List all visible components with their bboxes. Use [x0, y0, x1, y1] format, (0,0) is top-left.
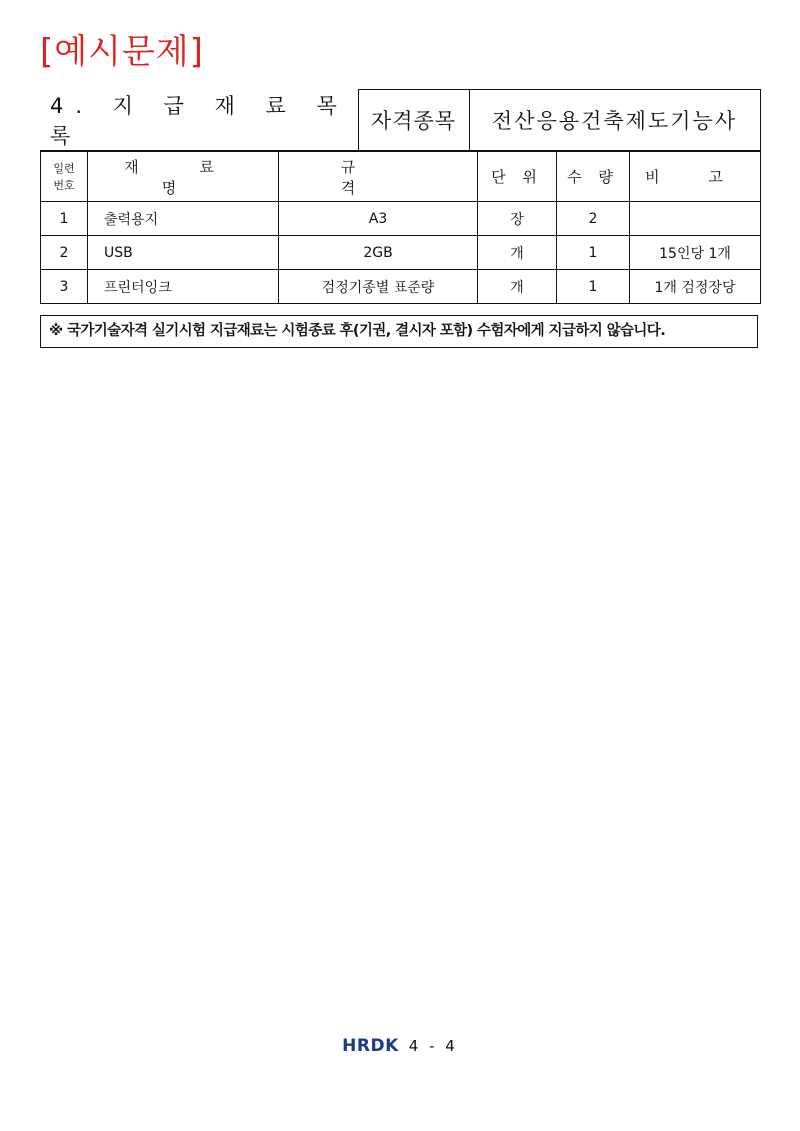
row-no: 2: [41, 236, 88, 270]
row-qty: 1: [557, 270, 630, 304]
section-title: 4. 지 급 재 료 목 록: [40, 90, 358, 151]
table-header-row: [41, 152, 761, 202]
row-unit: 개: [478, 236, 557, 270]
col-spec: 규 격: [279, 152, 478, 202]
example-problem-label: [예시문제]: [40, 32, 204, 72]
material-list-table: [40, 151, 761, 304]
row-qty: 1: [557, 236, 630, 270]
table-row: [41, 270, 761, 304]
hrdk-logo: HRDK: [342, 1036, 399, 1056]
row-spec: A3: [279, 202, 478, 236]
row-spec: 검정기종별 표준량: [279, 270, 478, 304]
col-quantity: 수 량: [557, 152, 630, 202]
row-name: 출력용지: [88, 202, 279, 236]
page-footer: [0, 1034, 800, 1058]
table-row: [41, 236, 761, 270]
row-qty: 2: [557, 202, 630, 236]
row-unit: 장: [478, 202, 557, 236]
row-name: USB: [88, 236, 279, 270]
col-unit: 단 위: [478, 152, 557, 202]
page-number: 4 - 4: [408, 1037, 458, 1055]
row-name: 프린터잉크: [88, 270, 279, 304]
row-note: 15인당 1개: [630, 236, 761, 270]
row-note: 1개 검정장당: [630, 270, 761, 304]
qualification-label: 자격종목: [358, 90, 469, 151]
col-serial-line1: 일련: [53, 161, 75, 175]
row-no: 3: [41, 270, 88, 304]
col-serial-number: [41, 152, 88, 202]
col-material-name: 재 료 명: [88, 152, 279, 202]
col-note: 비 고: [630, 152, 761, 202]
row-note: [630, 202, 761, 236]
header-table: [40, 89, 761, 151]
col-serial-line2: 번호: [53, 178, 75, 192]
notice-box: ※ 국가기술자격 실기시험 지급재료는 시험종료 후(기권, 결시자 포함) 수험자에게 지급하지 않습니다.: [40, 315, 758, 348]
row-spec: 2GB: [279, 236, 478, 270]
row-unit: 개: [478, 270, 557, 304]
row-no: 1: [41, 202, 88, 236]
qualification-value: 전산응용건축제도기능사: [469, 90, 760, 151]
table-row: [41, 202, 761, 236]
